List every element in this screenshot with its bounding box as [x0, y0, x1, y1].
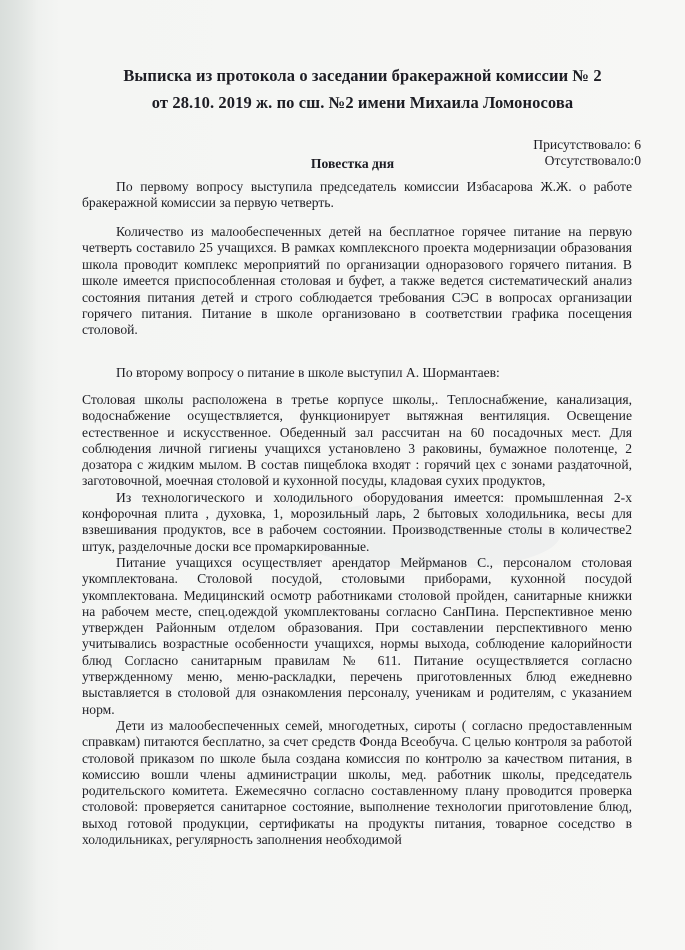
- scan-shadow-edge: [0, 0, 38, 950]
- paragraph-free-meals: Дети из малообеспеченных семей, многодетных, сироты ( согласно предоставленным справкам) питаются бесплатно, за счет средств Фонда Всеобуча. С целью контроля за работой столовой приказом по школе была создана комиссия по контролю за качеством питания, в комиссию вошли члены администрации школы, мед. работник школы, председатель родительского комитета. Ежемесячно согласно составленному плану проводится проверка столовой: проверяется санитарное состояние, выполнение технологии приготовление блюд, выход готовой продукции, сертификаты на продукты питания, товарное соседство в холодильниках, регулярность заполнения необходимой: [82, 717, 632, 848]
- paragraph-second-question: По второму вопросу о питание в школе выступил А. Шормантаев:: [116, 365, 500, 380]
- agenda-heading: Повестка дня: [310, 156, 395, 171]
- document-title-line-2: от 28.10. 2019 ж. по сш. №2 имени Михаила Ломоносова: [151, 93, 574, 112]
- paragraph-meals-count: Количество из малообеспеченных детей на бесплатное горячее питание на первую четверть составило 25 учащихся. В рамках комплексного проекта модернизации образования школа проводит комплекс мероприятий по организации одноразового горячего питания. В школе имеется приспособленная столовая и буфет, а также ведется систематический анализ состояния питания детей и строго соблюдается требования СЭС в вопросах организации горячего питания. Питание в школе организовано в соответствии графика посещения столовой.: [82, 224, 632, 338]
- absent-count: Отсутствовало:0: [544, 152, 641, 168]
- paragraph-catering: Питание учащихся осуществляет арендатор Мейрманов С., персоналом столовая укомплектована. Столовой посудой, столовыми приборами, кухонной посудой укомплектована. Медицинский осмотр работниками столовой пройден, санитарные книжки на рабочем месте, спец.одеждой укомплектованы согласно СанПина. Перспективное меню утвержден Районным отделом образования. При составлении перспективного меню учитывались возрастные особенности учащихся, нормы выхода, соблюдение калорийности блюд Согласно санитарным правилам № 611. Питание осуществляется согласно утвержденному меню, меню-раскладки, перечень приготовленных блюд ежедневно выставляется в столовой для ознакомления персоналу, ученикам и родителям, с указанием норм.: [82, 554, 632, 717]
- present-count: Присутствовало: 6: [533, 137, 641, 152]
- canteen-report-body: [82, 392, 632, 848]
- paragraph-equipment: Из технологического и холодильного оборудования имеется: промышленная 2-х конфорочная плита , духовка, 1, морозильный ларь, 2 бытовых холодильника, весы для взвешивания продуктов, все в рабочем состоянии. Производственные столы в количестве2 штук, разделочные доски все промаркированные.: [82, 489, 632, 554]
- document-title-line-1: Выписка из протокола о заседании бракеражной комиссии № 2: [123, 66, 602, 85]
- paragraph-first-question: По первому вопросу выступила председатель комиссии Избасарова Ж.Ж. о работе бракеражной комиссии за первую четверть.: [82, 179, 632, 211]
- paragraph-canteen-location: Столовая школы расположена в третье корпусе школы,. Теплоснабжение, канализация, водоснабжение осуществляется, функционирует вытяжная вентиляция. Освещение естественное и искусственное. Обеденный зал рассчитан на 60 посадочных мест. Для соблюдения личной гигиены учащихся установлено 3 раковины, бумажное полотенце, 2 дозатора с жидким мылом. В состав пищеблока входят : горячий цех с зонами раздаточной, заготовочной, моечная столовой и кухонной посуды, кладовая сухих продуктов,: [82, 392, 632, 489]
